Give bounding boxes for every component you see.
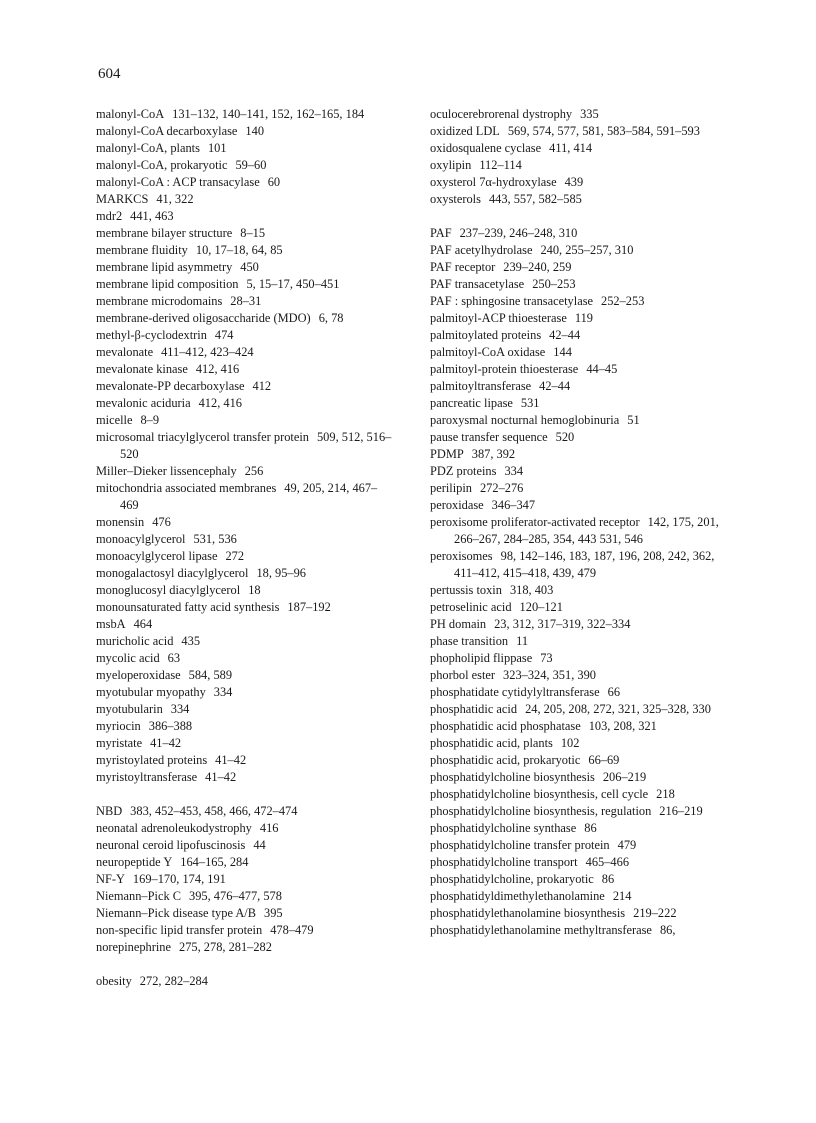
index-column-right [430, 106, 726, 939]
index-term: microsomal triacylglycerol transfer protein [96, 430, 309, 444]
index-term: monensin [96, 515, 145, 529]
index-page-refs: 569, 574, 577, 581, 583–584, 591–593 [507, 124, 700, 138]
index-page-refs: 450 [240, 260, 259, 274]
index-page-refs: 102 [560, 736, 580, 750]
index-page-refs: 256 [244, 464, 264, 478]
index-term: mevalonate-PP decarboxylase [96, 379, 245, 393]
index-term: pertussis toxin [430, 583, 502, 597]
index-page-refs: 465–466 [585, 855, 630, 869]
index-entry [430, 701, 726, 718]
index-term: oxidized LDL [430, 124, 500, 138]
index-page-refs: 103, 208, 321 [588, 719, 657, 733]
index-page-refs: 119 [574, 311, 593, 325]
index-term: phosphatidylcholine, prokaryotic [430, 872, 594, 886]
index-entry [430, 463, 726, 480]
index-page-refs: 395, 476–477, 578 [189, 889, 282, 903]
index-term: phosphatidylethanolamine biosynthesis [430, 906, 626, 920]
index-page-refs: 101 [207, 141, 227, 155]
index-page-refs: 44–45 [586, 362, 618, 376]
index-entry [430, 276, 726, 293]
index-page-refs: 59–60 [235, 158, 267, 172]
index-page-refs: 412, 416 [195, 362, 240, 376]
index-term: phosphatidylcholine biosynthesis, cell cycle [430, 787, 649, 801]
index-term: phosphatidylcholine transport [430, 855, 578, 869]
index-entry [96, 650, 392, 667]
index-entry [96, 973, 392, 990]
index-entry [96, 361, 392, 378]
index-term: neuropeptide Y [96, 855, 173, 869]
index-term: micelle [96, 413, 133, 427]
index-page-refs: 509, 512, 516–520 [120, 430, 392, 461]
index-entry [96, 514, 392, 531]
index-entry [430, 446, 726, 463]
index-page-refs: 187–192 [287, 600, 331, 614]
index-page-refs: 240, 255–257, 310 [540, 243, 634, 257]
index-entry [96, 701, 392, 718]
section-gap [430, 208, 726, 225]
index-term: Miller–Dieker lissencephaly [96, 464, 237, 478]
index-entry [96, 293, 392, 310]
index-page-refs: 8–9 [140, 413, 160, 427]
index-entry [96, 633, 392, 650]
index-entry [96, 718, 392, 735]
index-term: membrane lipid asymmetry [96, 260, 233, 274]
index-entry [430, 667, 726, 684]
index-entry [430, 395, 726, 412]
index-entry [430, 633, 726, 650]
index-entry [430, 378, 726, 395]
index-page-refs: 112–114 [479, 158, 522, 172]
index-term: myristate [96, 736, 143, 750]
index-term: paroxysmal nocturnal hemoglobinuria [430, 413, 620, 427]
index-term: myotubular myopathy [96, 685, 206, 699]
index-term: mdr2 [96, 209, 123, 223]
index-page-refs: 8–15 [240, 226, 266, 240]
index-term: palmitoyltransferase [430, 379, 532, 393]
index-page-refs: 323–324, 351, 390 [503, 668, 596, 682]
index-entry [96, 752, 392, 769]
index-term: msbA [96, 617, 126, 631]
index-entry [96, 854, 392, 871]
index-page-refs: 42–44 [539, 379, 571, 393]
index-term: palmitoyl-CoA oxidase [430, 345, 546, 359]
index-entry [96, 429, 392, 463]
index-page-refs: 334 [213, 685, 233, 699]
index-page-refs: 51 [627, 413, 640, 427]
index-term: phosphatidyldimethylethanolamine [430, 889, 605, 903]
index-entry [96, 225, 392, 242]
index-term: PAF receptor [430, 260, 496, 274]
index-term: phosphatidic acid [430, 702, 518, 716]
index-term: muricholic acid [96, 634, 174, 648]
index-term: oxidosqualene cyclase [430, 141, 542, 155]
index-page-refs: 386–388 [148, 719, 193, 733]
index-term: petroselinic acid [430, 600, 512, 614]
index-page-refs: 239–240, 259 [503, 260, 572, 274]
index-page-refs: 28–31 [230, 294, 262, 308]
index-entry [430, 650, 726, 667]
index-page-refs: 24, 205, 208, 272, 321, 325–328, 330 [525, 702, 711, 716]
index-page-refs: 476 [152, 515, 171, 529]
index-entry [430, 514, 726, 548]
index-term: phosphatidylethanolamine methyltransferase [430, 923, 652, 937]
index-entry [430, 293, 726, 310]
index-term: membrane lipid composition [96, 277, 239, 291]
index-term: myeloperoxidase [96, 668, 181, 682]
index-page-refs: 120–121 [519, 600, 563, 614]
index-page-refs: 346–347 [491, 498, 536, 512]
index-entry [430, 871, 726, 888]
index-page-refs: 474 [214, 328, 234, 342]
index-entry [96, 463, 392, 480]
index-page-refs: 441, 463 [130, 209, 174, 223]
index-term: norepinephrine [96, 940, 172, 954]
index-term: malonyl-CoA decarboxylase [96, 124, 238, 138]
index-term: phorbol ester [430, 668, 496, 682]
index-entry [430, 106, 726, 123]
index-term: membrane microdomains [96, 294, 223, 308]
index-term: myristoylated proteins [96, 753, 208, 767]
index-entry [96, 106, 392, 123]
index-term: peroxisomes [430, 549, 493, 563]
index-entry [430, 259, 726, 276]
index-page-refs: 142, 175, 201, 266–267, 284–285, 354, 443 531, 546 [454, 515, 719, 546]
index-entry [96, 837, 392, 854]
index-entry [430, 225, 726, 242]
index-entry [430, 616, 726, 633]
index-page-refs: 387, 392 [471, 447, 516, 461]
section-gap [96, 786, 392, 803]
index-page-refs: 218 [656, 787, 675, 801]
index-page-refs: 18, 95–96 [256, 566, 306, 580]
index-entry [96, 735, 392, 752]
index-term: PDZ proteins [430, 464, 497, 478]
index-entry [430, 888, 726, 905]
index-entry [96, 548, 392, 565]
index-entry [430, 174, 726, 191]
index-term: PAF : sphingosine transacetylase [430, 294, 594, 308]
index-page-refs: 334 [170, 702, 190, 716]
index-entry [96, 565, 392, 582]
index-page-refs: 41, 322 [156, 192, 194, 206]
index-term: mevalonic aciduria [96, 396, 191, 410]
index-term: oxylipin [430, 158, 472, 172]
index-page-refs: 169–170, 174, 191 [132, 872, 226, 886]
index-term: Niemann–Pick disease type A/B [96, 906, 257, 920]
index-term: phosphatidic acid, plants [430, 736, 553, 750]
index-entry [430, 327, 726, 344]
index-page-refs: 584, 589 [188, 668, 233, 682]
index-page-refs: 140 [245, 124, 265, 138]
index-term: oxysterol 7α-hydroxylase [430, 175, 557, 189]
index-term: phase transition [430, 634, 509, 648]
index-entry [430, 684, 726, 701]
index-column-left [96, 106, 392, 990]
index-page-refs: 41–42 [150, 736, 182, 750]
index-term: non-specific lipid transfer protein [96, 923, 263, 937]
index-term: malonyl-CoA [96, 107, 165, 121]
index-entry [430, 837, 726, 854]
index-page-refs: 219–222 [633, 906, 677, 920]
index-entry [96, 140, 392, 157]
index-term: PAF transacetylase [430, 277, 525, 291]
index-term: pancreatic lipase [430, 396, 513, 410]
index-page-refs: 395 [264, 906, 283, 920]
index-page-refs: 66–69 [588, 753, 620, 767]
index-page-refs: 250–253 [532, 277, 576, 291]
index-entry [430, 344, 726, 361]
index-page-refs: 49, 205, 214, 467–469 [120, 481, 378, 512]
index-term: mitochondria associated membranes [96, 481, 277, 495]
index-page-refs: 272, 282–284 [139, 974, 208, 988]
index-entry [430, 803, 726, 820]
index-page-refs: 5, 15–17, 450–451 [246, 277, 340, 291]
index-term: PH domain [430, 617, 487, 631]
index-entry [430, 242, 726, 259]
index-entry [96, 939, 392, 956]
index-entry [430, 752, 726, 769]
index-page-refs: 214 [612, 889, 632, 903]
index-page-refs: 272 [225, 549, 245, 563]
index-page-refs: 335 [580, 107, 599, 121]
index-term: perilipin [430, 481, 472, 495]
index-page-refs: 275, 278, 281–282 [179, 940, 272, 954]
index-term: membrane fluidity [96, 243, 188, 257]
index-entry [96, 191, 392, 208]
index-entry [430, 548, 726, 582]
index-page-refs: 11 [516, 634, 529, 648]
index-term: monogalactosyl diacylglycerol [96, 566, 249, 580]
index-entry [96, 684, 392, 701]
index-term: phosphatidylcholine synthase [430, 821, 577, 835]
index-term: palmitoyl-ACP thioesterase [430, 311, 567, 325]
index-term: monoglucosyl diacylglycerol [96, 583, 241, 597]
index-entry [430, 310, 726, 327]
index-page-refs: 42–44 [549, 328, 581, 342]
index-page-refs: 10, 17–18, 64, 85 [195, 243, 283, 257]
index-entry [96, 531, 392, 548]
index-entry [96, 667, 392, 684]
index-page-refs: 435 [181, 634, 201, 648]
index-entry [430, 718, 726, 735]
index-term: MARKCS [96, 192, 149, 206]
index-entry [430, 769, 726, 786]
index-entry [430, 429, 726, 446]
index-term: neonatal adrenoleukodystrophy [96, 821, 252, 835]
index-page-refs: 41–42 [205, 770, 237, 784]
index-term: phosphatidylcholine biosynthesis [430, 770, 595, 784]
index-entry [96, 157, 392, 174]
index-page-refs: 531 [520, 396, 540, 410]
index-page-refs: 478–479 [270, 923, 314, 937]
index-entry [430, 191, 726, 208]
index-entry [96, 259, 392, 276]
index-term: oculocerebrorenal dystrophy [430, 107, 573, 121]
index-entry [96, 174, 392, 191]
index-entry [430, 123, 726, 140]
index-page-refs: 206–219 [602, 770, 647, 784]
index-entry [430, 412, 726, 429]
index-page-refs: 44 [253, 838, 266, 852]
index-term: palmitoyl-protein thioesterase [430, 362, 579, 376]
index-entry [430, 599, 726, 616]
index-page-refs: 412, 416 [198, 396, 242, 410]
index-entry [430, 497, 726, 514]
index-page-refs: 60 [267, 175, 281, 189]
index-page-refs: 443, 557, 582–585 [488, 192, 582, 206]
index-page-refs: 86 [584, 821, 597, 835]
index-term: oxysterols [430, 192, 481, 206]
index-entry [96, 905, 392, 922]
index-page-refs: 464 [133, 617, 153, 631]
index-term: PAF [430, 226, 452, 240]
index-page-refs: 252–253 [601, 294, 645, 308]
index-entry [96, 803, 392, 820]
index-term: malonyl-CoA, prokaryotic [96, 158, 228, 172]
index-page-refs: 216–219 [659, 804, 703, 818]
index-page-refs: 6, 78 [318, 311, 344, 325]
index-term: phosphatidate cytidylyltransferase [430, 685, 600, 699]
index-term: myotubularin [96, 702, 163, 716]
index-term: NBD [96, 804, 123, 818]
index-term: myristoyltransferase [96, 770, 198, 784]
index-term: phosphatidic acid phosphatase [430, 719, 581, 733]
index-entry [430, 157, 726, 174]
index-page-refs: 416 [259, 821, 279, 835]
index-page-refs: 144 [553, 345, 572, 359]
index-page-refs: 131–132, 140–141, 152, 162–165, 184 [172, 107, 365, 121]
index-term: mycolic acid [96, 651, 160, 665]
index-page-refs: 237–239, 246–248, 310 [459, 226, 578, 240]
index-page-refs: 23, 312, 317–319, 322–334 [494, 617, 631, 631]
index-term: malonyl-CoA, plants [96, 141, 200, 155]
index-entry [96, 412, 392, 429]
index-entry [430, 905, 726, 922]
index-term: phosphatidylcholine biosynthesis, regulation [430, 804, 652, 818]
index-entry [96, 276, 392, 293]
index-term: mevalonate [96, 345, 154, 359]
index-page-refs: 334 [504, 464, 524, 478]
index-entry [430, 480, 726, 497]
index-entry [96, 327, 392, 344]
index-page-refs: 41–42 [215, 753, 247, 767]
index-entry [96, 769, 392, 786]
index-term: palmitoylated proteins [430, 328, 542, 342]
index-term: peroxisome proliferator-activated receptor [430, 515, 640, 529]
index-page-refs: 63 [167, 651, 181, 665]
index-term: PAF acetylhydrolase [430, 243, 533, 257]
index-entry [96, 582, 392, 599]
index-page-refs: 411, 414 [549, 141, 593, 155]
index-page-refs: 383, 452–453, 458, 466, 472–474 [130, 804, 298, 818]
index-term: methyl-β-cyclodextrin [96, 328, 207, 342]
index-page-refs: 86 [601, 872, 615, 886]
index-entry [430, 922, 726, 939]
index-page-refs: 86, [659, 923, 676, 937]
index-page-refs: 479 [617, 838, 637, 852]
index-entry [430, 140, 726, 157]
index-page-refs: 272–276 [479, 481, 524, 495]
index-term: NF-Y [96, 872, 125, 886]
index-term: obesity [96, 974, 132, 988]
index-page-refs: 439 [564, 175, 584, 189]
index-entry [96, 310, 392, 327]
index-term: membrane-derived oligosaccharide (MDO) [96, 311, 311, 325]
index-entry [430, 361, 726, 378]
index-term: phopholipid flippase [430, 651, 533, 665]
index-term: monoacylglycerol lipase [96, 549, 218, 563]
index-page-refs: 531, 536 [193, 532, 237, 546]
index-page-refs: 520 [555, 430, 575, 444]
index-term: peroxidase [430, 498, 484, 512]
index-term: mevalonate kinase [96, 362, 188, 376]
index-entry [430, 582, 726, 599]
index-page-refs: 318, 403 [509, 583, 554, 597]
index-term: membrane bilayer structure [96, 226, 233, 240]
index-entry [430, 854, 726, 871]
index-page-refs: 411–412, 423–424 [161, 345, 254, 359]
index-entry [430, 786, 726, 803]
index-term: myriocin [96, 719, 141, 733]
index-entry [96, 242, 392, 259]
index-entry [96, 922, 392, 939]
index-page-refs: 73 [540, 651, 553, 665]
index-entry [96, 480, 392, 514]
index-entry [96, 344, 392, 361]
index-entry [96, 378, 392, 395]
index-term: neuronal ceroid lipofuscinosis [96, 838, 246, 852]
index-entry [96, 599, 392, 616]
index-term: monounsaturated fatty acid synthesis [96, 600, 280, 614]
index-entry [430, 735, 726, 752]
section-gap [96, 956, 392, 973]
index-term: monoacylglycerol [96, 532, 186, 546]
index-entry [96, 123, 392, 140]
index-page-refs: 164–165, 284 [180, 855, 249, 869]
index-term: phosphatidic acid, prokaryotic [430, 753, 581, 767]
index-term: phosphatidylcholine transfer protein [430, 838, 610, 852]
index-term: Niemann–Pick C [96, 889, 182, 903]
index-entry [96, 616, 392, 633]
index-page-refs: 66 [607, 685, 621, 699]
index-entry [96, 208, 392, 225]
index-page-refs: 412 [252, 379, 272, 393]
index-entry [96, 395, 392, 412]
index-page-refs: 98, 142–146, 183, 187, 196, 208, 242, 362, 411–412, 415–418, 439, 479 [454, 549, 715, 580]
index-page-refs: 18 [248, 583, 261, 597]
index-entry [96, 888, 392, 905]
index-entry [96, 820, 392, 837]
page-number: 604 [98, 66, 121, 82]
index-entry [96, 871, 392, 888]
index-term: malonyl-CoA : ACP transacylase [96, 175, 260, 189]
index-term: pause transfer sequence [430, 430, 548, 444]
index-term: PDMP [430, 447, 464, 461]
index-entry [430, 820, 726, 837]
